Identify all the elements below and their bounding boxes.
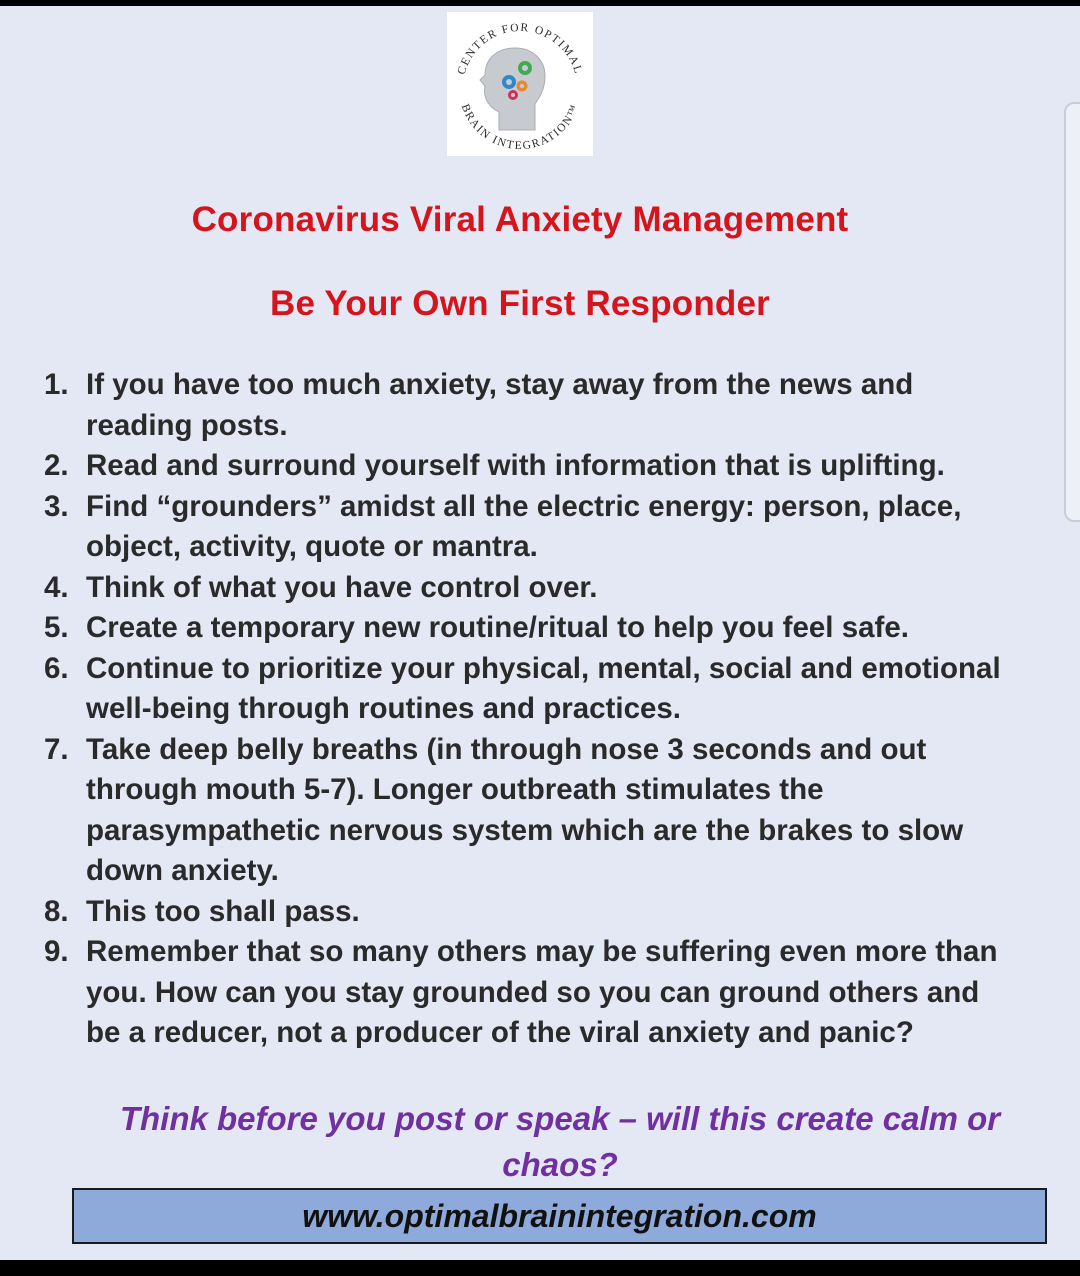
list-item bbox=[44, 487, 1019, 568]
list-item-text: Read and surround yourself with information that is uplifting. bbox=[86, 449, 945, 482]
list-item-text: Take deep belly breaths (in through nose 3 seconds and out through mouth 5-7). Longer outbreath stimulates the parasympathetic nervous system which are the brakes to slow down anxiety. bbox=[86, 732, 964, 887]
list-item-text: If you have too much anxiety, stay away from the news and reading posts. bbox=[86, 368, 914, 442]
list-item bbox=[44, 608, 1019, 649]
list-item-number: 6. bbox=[44, 651, 69, 685]
list-item bbox=[44, 649, 1019, 730]
list-item-number: 7. bbox=[44, 732, 69, 766]
list-item bbox=[44, 932, 1019, 1054]
page-subtitle: Be Your Own First Responder bbox=[269, 284, 770, 323]
logo-text-top: CENTER FOR OPTIMAL bbox=[455, 21, 585, 77]
list-item bbox=[44, 446, 1019, 487]
list-item-number: 3. bbox=[44, 489, 69, 523]
list-item bbox=[44, 365, 1019, 446]
list-item-number: 9. bbox=[44, 935, 69, 968]
list-item bbox=[44, 892, 1019, 933]
tips-list bbox=[44, 365, 1019, 1054]
list-item-number: 8. bbox=[44, 894, 69, 928]
scroll-edge-handle[interactable] bbox=[1064, 102, 1080, 522]
list-item-text: Continue to prioritize your physical, mental, social and emotional well-being through routines and practices. bbox=[86, 651, 1001, 725]
list-item-number: 1. bbox=[44, 368, 69, 401]
list-item bbox=[44, 568, 1019, 609]
closing-message: Think before you post or speak – will this create calm or chaos? bbox=[119, 1100, 1001, 1183]
page-title: Coronavirus Viral Anxiety Management bbox=[191, 200, 849, 239]
list-item-text: Think of what you have control over. bbox=[86, 570, 598, 604]
center-logo bbox=[447, 12, 593, 156]
list-item-text: Find “grounders” amidst all the electric energy: person, place, object, activity, quote or mantra. bbox=[86, 489, 962, 563]
list-item-text: Remember that so many others may be suffering even more than you. How can you stay grounded so you can ground others and be a reducer, not a producer of the viral anxiety and panic? bbox=[86, 935, 998, 1049]
list-item-number: 2. bbox=[44, 449, 69, 482]
flyer-page bbox=[0, 6, 1080, 1260]
list-item bbox=[44, 730, 1019, 892]
logo-text-bottom: BRAIN INTEGRATION™ bbox=[458, 102, 582, 153]
list-item-text: This too shall pass. bbox=[86, 894, 360, 928]
website-link[interactable]: www.optimalbrainintegration.com bbox=[72, 1188, 1047, 1244]
list-item-number: 5. bbox=[44, 611, 69, 644]
list-item-text: Create a temporary new routine/ritual to help you feel safe. bbox=[86, 611, 909, 644]
list-item-number: 4. bbox=[44, 570, 69, 604]
head-with-gears-icon bbox=[447, 12, 593, 156]
